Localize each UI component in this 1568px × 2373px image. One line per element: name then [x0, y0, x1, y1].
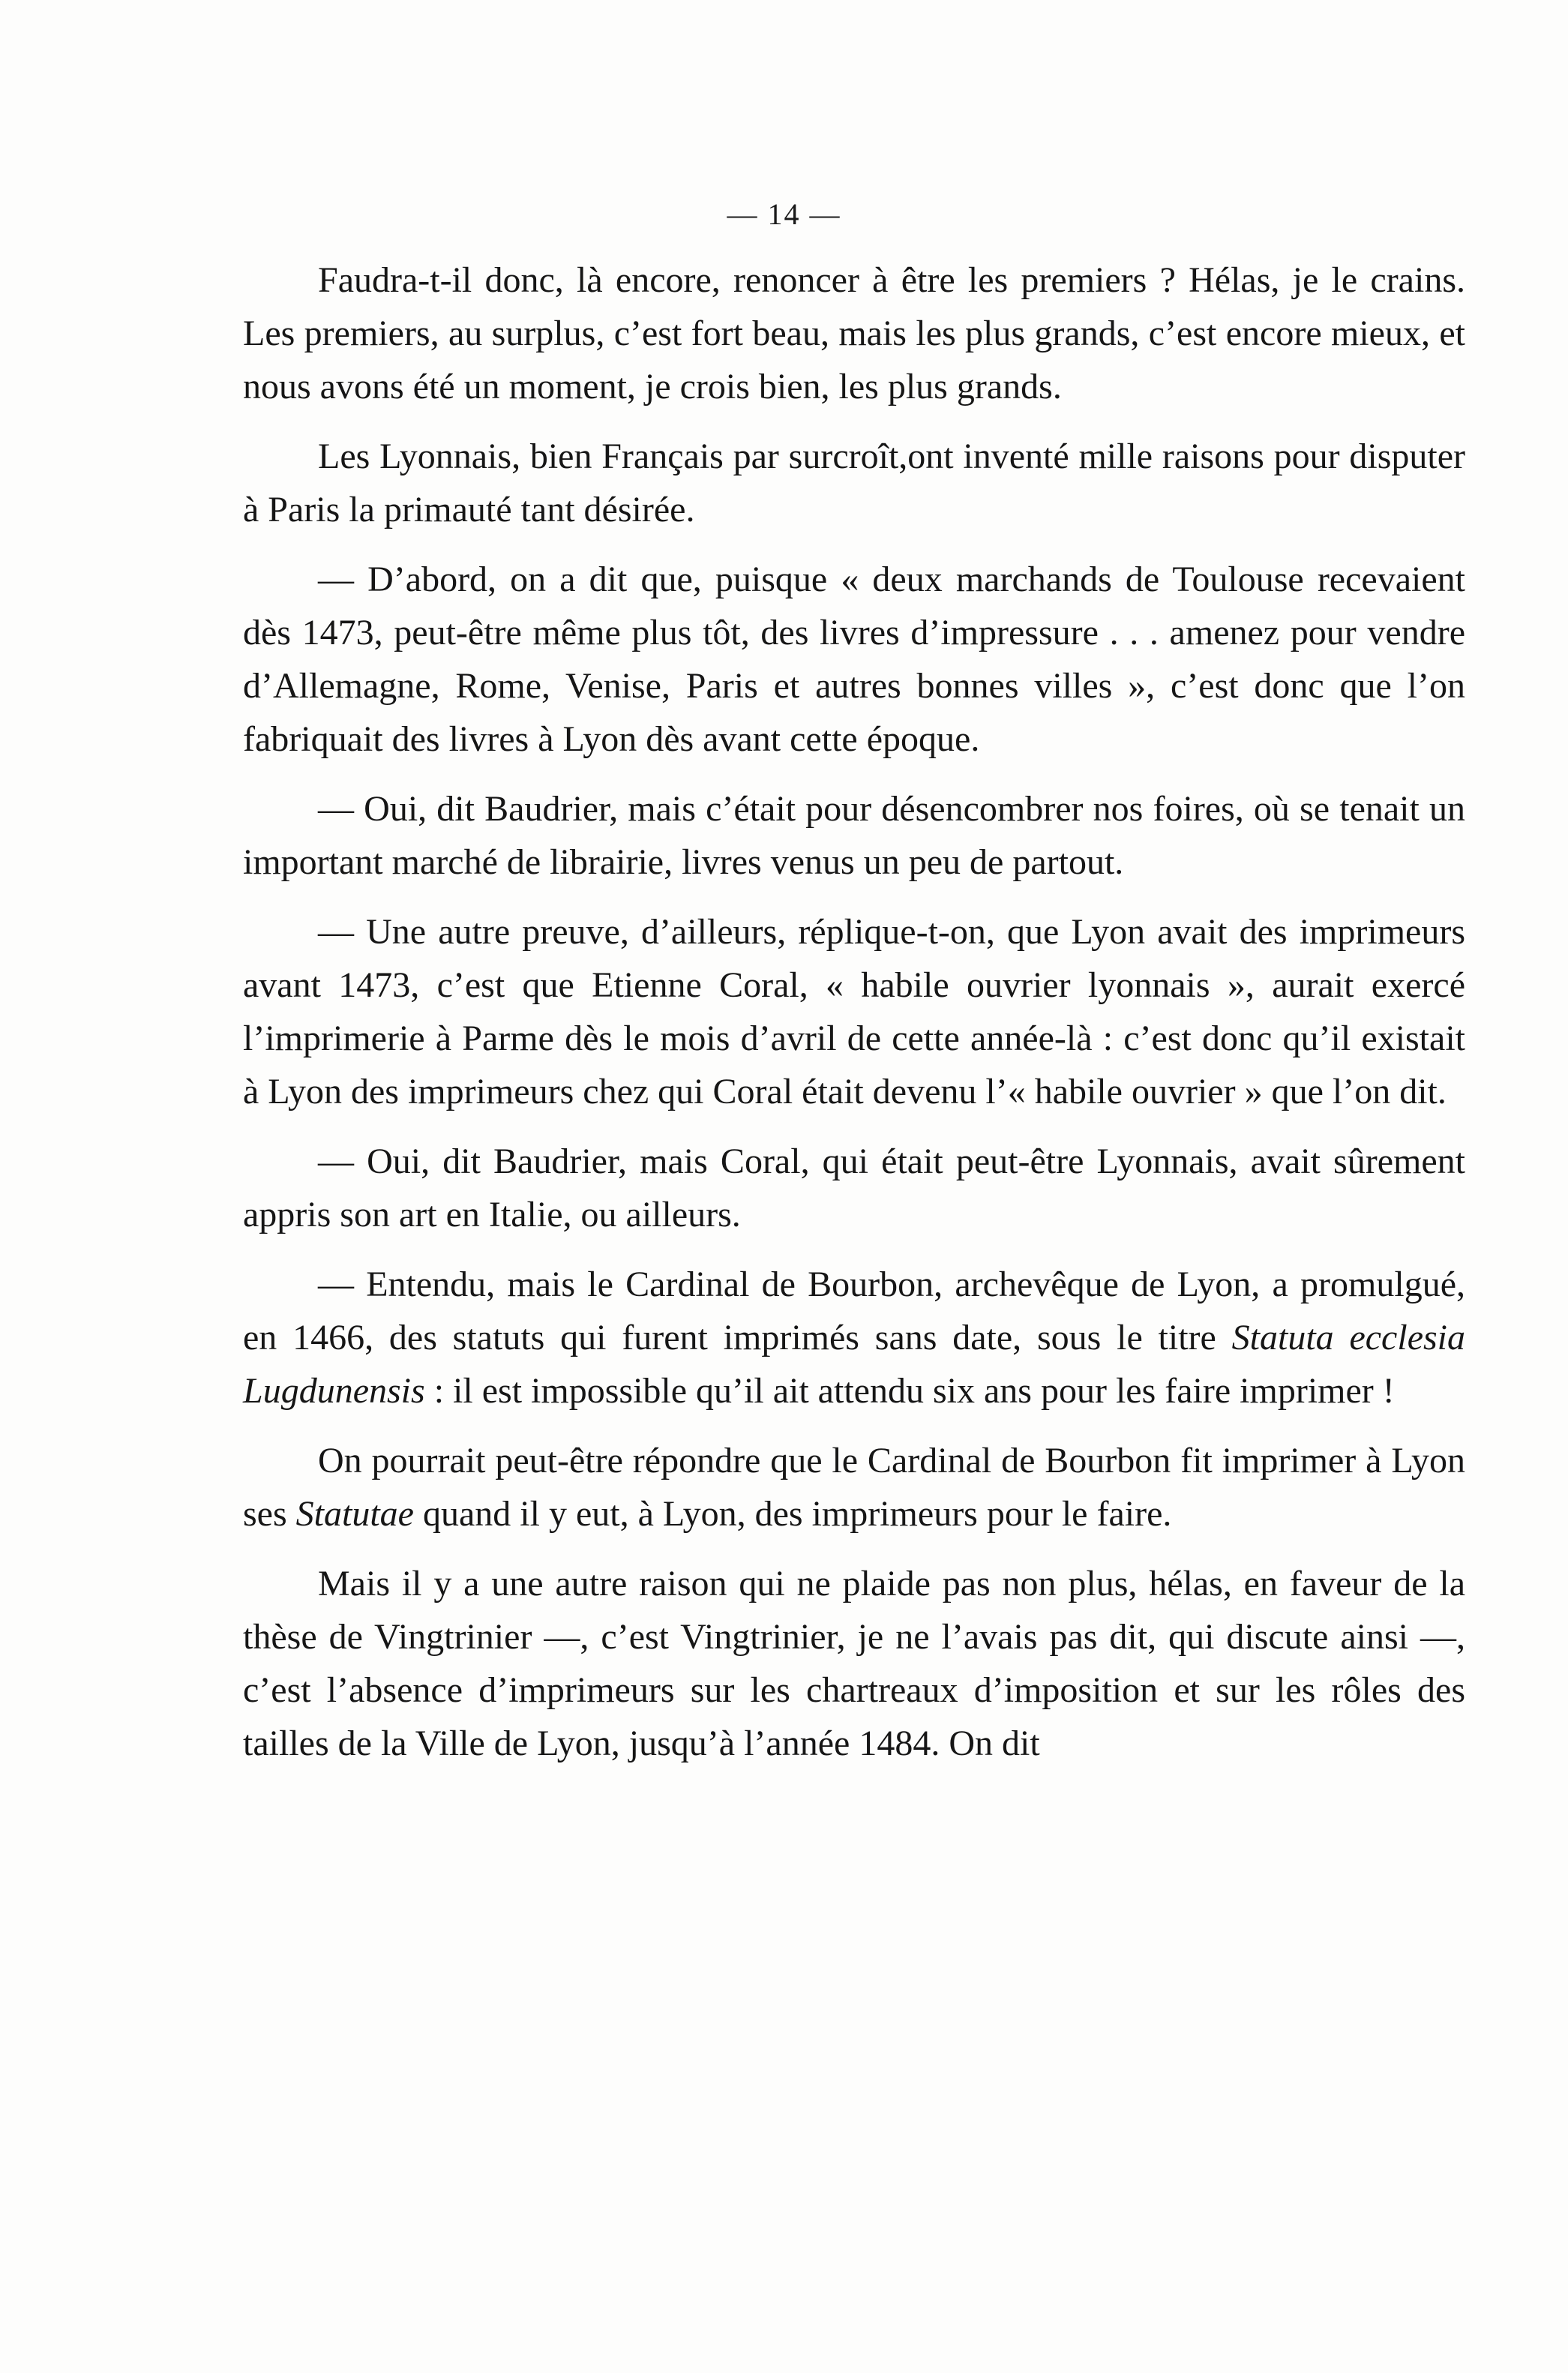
body-text — [243, 254, 1465, 1770]
paragraph — [243, 1434, 1465, 1540]
paragraph: — D’abord, on a dit que, puisque « deux marchands de Toulouse recevaient dès 1473, peut-être même plus tôt, des livres d’impressure . . . amenez pour vendre d’Allemagne, Rome, Venise, Paris et autres bonnes villes », c’est donc que l’on fabriquait des livres à Lyon dès avant cette époque. — [243, 560, 1465, 759]
paragraph: Les Lyonnais, bien Français par surcroît,ont inventé mille raisons pour disputer à Paris la primauté tant désirée. — [243, 436, 1465, 530]
paragraph-text: On pourrait peut-être répondre que le Cardinal de Bourbon fit imprimer à Lyon ses — [243, 1441, 1465, 1534]
paragraph-text: quand il y eut, à Lyon, des imprimeurs pour le faire. — [413, 1494, 1172, 1534]
paragraph: Mais il y a une autre raison qui ne plaide pas non plus, hélas, en faveur de la thèse de Vingtrinier —, c’est Vingtrinier, je ne l’avais pas dit, qui discute ainsi —, c’est l’absence d’imprimeurs sur les chartreaux d’imposition et sur les rôles des tailles de la Ville de Lyon, jusqu’à l’année 1484. On dit — [243, 1564, 1465, 1763]
paragraph: — Oui, dit Baudrier, mais Coral, qui était peut-être Lyonnais, avait sûrement appris son art en Italie, ou ailleurs. — [243, 1142, 1465, 1234]
paragraph: Faudra-t-il donc, là encore, renoncer à être les premiers ? Hélas, je le crains. Les premiers, au surplus, c’est fort beau, mais les plus grands, c’est encore mieux, et nous avons été un moment, je crois bien, les plus grands. — [243, 260, 1465, 406]
paragraph: — Une autre preuve, d’ailleurs, réplique-t-on, que Lyon avait des imprimeurs avant 1473, c’est que Etienne Coral, « habile ouvrier lyonnais », aurait exercé l’imprimerie à Parme dès le mois d’avril de cette année-là : c’est donc qu’il existait à Lyon des imprimeurs chez qui Coral était devenu l’« habile ouvrier » que l’on dit. — [243, 912, 1465, 1112]
paragraph-text: — Entendu, mais le Cardinal de Bourbon, archevêque de Lyon, a promulgué, en 1466, des statuts qui furent imprimés sans date, sous le titre — [243, 1264, 1465, 1358]
latin-title: Statutae — [295, 1494, 414, 1534]
latin-title: Statuta ecclesia Lugdunensis — [243, 1318, 1466, 1411]
paragraph-text: : il est impossible qu’il ait attendu six ans pour les faire imprimer ! — [424, 1371, 1395, 1411]
paragraph: — Oui, dit Baudrier, mais c’était pour désencombrer nos foires, où se tenait un important marché de librairie, livres venus un peu de partout. — [243, 789, 1465, 882]
page-number: — 14 — — [727, 197, 841, 231]
paragraph — [243, 1258, 1465, 1418]
